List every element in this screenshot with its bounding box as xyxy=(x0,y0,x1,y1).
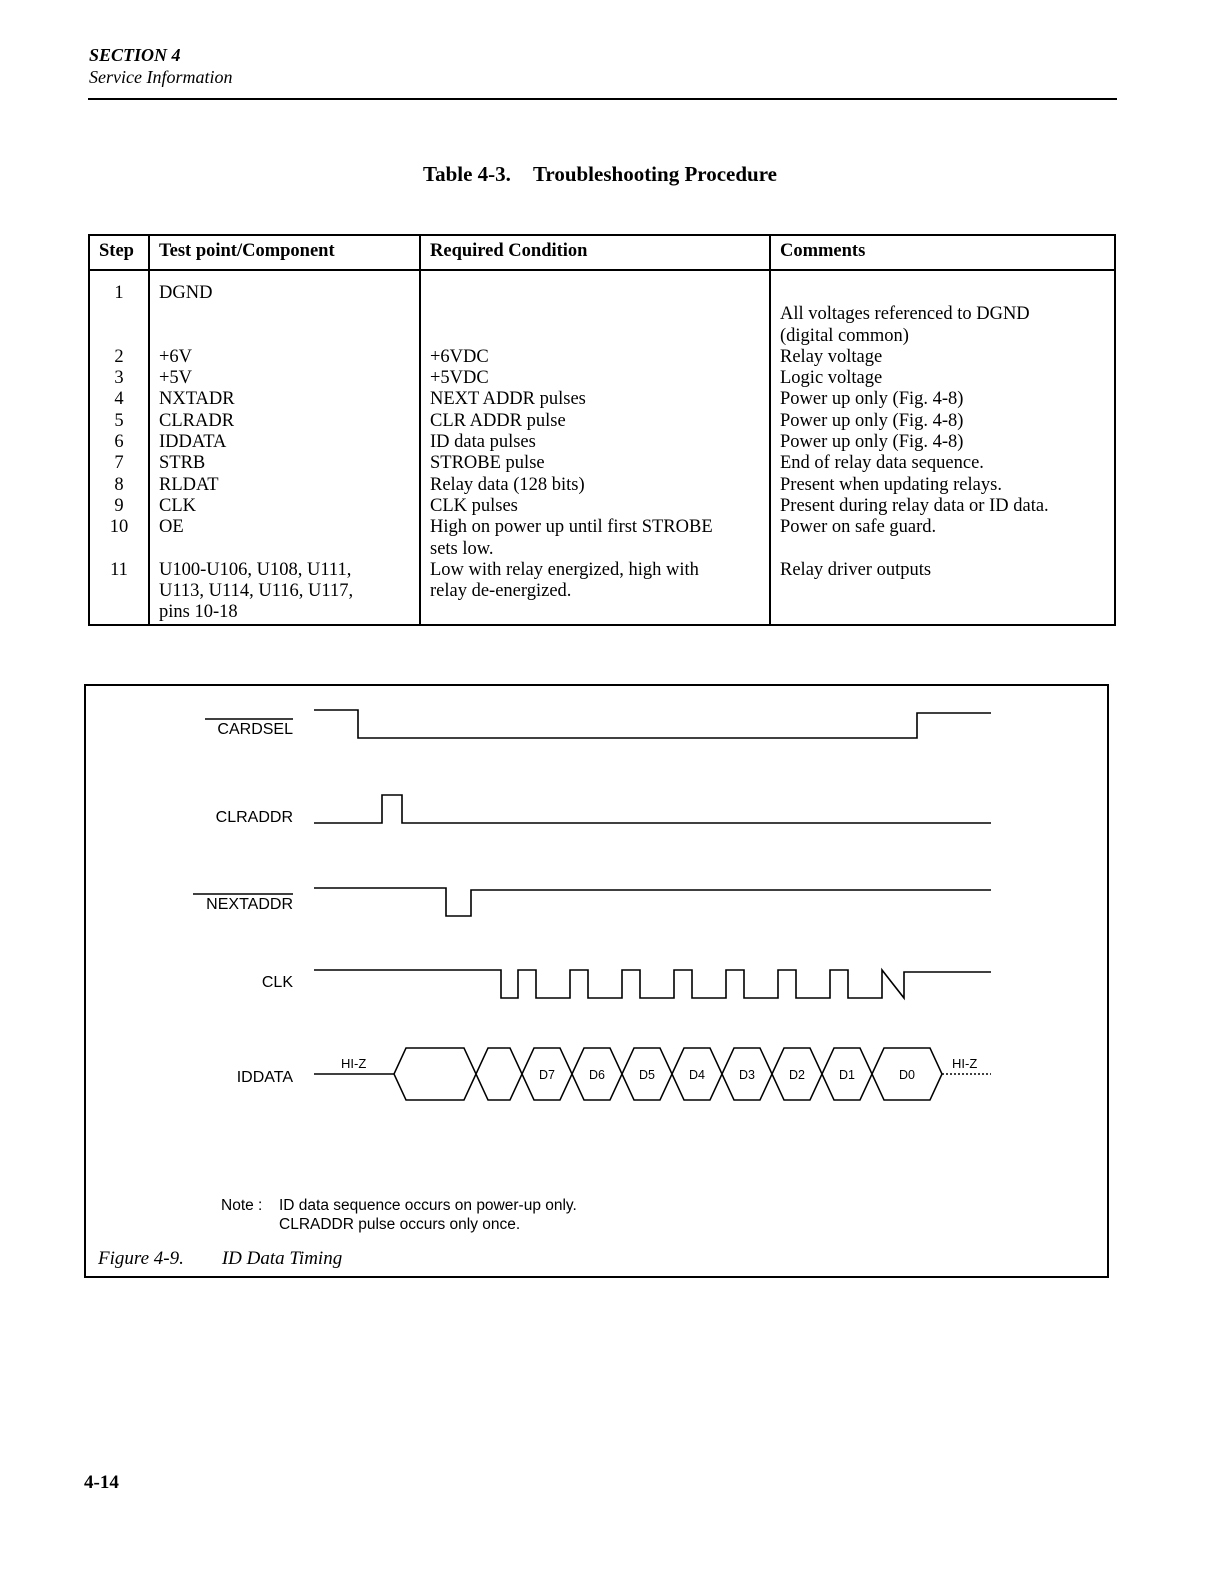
cell-comments xyxy=(770,496,1115,517)
nextaddr-waveform xyxy=(314,888,991,916)
cell-line: All voltages referenced to DGND xyxy=(780,304,1030,325)
cell-step: 7 xyxy=(89,453,149,474)
signal-label: NEXTADDR xyxy=(206,896,293,913)
cell-point xyxy=(149,347,420,368)
cell-line: sets low. xyxy=(430,538,494,559)
cell-condition xyxy=(420,347,770,368)
table-title-text: Troubleshooting Procedure xyxy=(532,162,777,186)
signal-label: CLK xyxy=(261,974,293,991)
data-bit-label: D3 xyxy=(739,1068,755,1082)
data-bit-label: D6 xyxy=(589,1068,605,1082)
figure-caption xyxy=(98,1248,342,1270)
cell-line: +6V xyxy=(159,346,193,367)
table-row xyxy=(89,368,1115,389)
cell-point xyxy=(149,368,420,389)
cell-condition xyxy=(420,475,770,496)
data-bit-label: D7 xyxy=(539,1068,555,1082)
table-row xyxy=(89,411,1115,432)
table-row xyxy=(89,517,1115,560)
header-rule xyxy=(88,98,1117,100)
cell-comments xyxy=(770,560,1115,625)
cell-line: Logic voltage xyxy=(780,368,883,389)
cell-line: High on power up until first STROBE xyxy=(430,517,713,538)
data-bit-label: D0 xyxy=(899,1068,915,1082)
cell-condition xyxy=(420,517,770,560)
cell-line: ID data pulses xyxy=(430,432,536,453)
hiz-label: HI-Z xyxy=(952,1056,978,1071)
cell-comments xyxy=(770,389,1115,410)
table-row xyxy=(89,389,1115,410)
cell-point xyxy=(149,270,420,347)
cell-comments xyxy=(770,270,1115,347)
caption-label: Figure 4-9. xyxy=(98,1248,184,1269)
cell-step: 5 xyxy=(89,411,149,432)
cell-condition xyxy=(420,389,770,410)
cell-comments xyxy=(770,411,1115,432)
cell-step: 2 xyxy=(89,347,149,368)
cell-line: CLK pulses xyxy=(430,495,518,516)
cell-line: Relay voltage xyxy=(780,346,883,367)
signal-label: CLRADDR xyxy=(215,809,293,826)
section-label: SECTION 4 xyxy=(89,45,181,65)
column-header: Comments xyxy=(770,235,1115,270)
cell-condition xyxy=(420,496,770,517)
cell-point xyxy=(149,560,420,625)
note-line: ID data sequence occurs on power-up only. xyxy=(279,1197,577,1214)
iddata-waveform xyxy=(394,1048,942,1100)
cell-line: Power up only (Fig. 4-8) xyxy=(780,389,964,410)
signal-label: IDDATA xyxy=(236,1069,293,1086)
cell-line: +5VDC xyxy=(430,368,489,389)
figure-note xyxy=(221,1196,577,1234)
cell-step: 8 xyxy=(89,475,149,496)
cell-line: U100-U106, U108, U111, xyxy=(159,559,352,580)
cell-condition xyxy=(420,270,770,347)
cell-line: NXTADR xyxy=(159,389,235,410)
column-header: Required Condition xyxy=(420,235,770,270)
cell-condition xyxy=(420,368,770,389)
cell-point xyxy=(149,411,420,432)
page-number: 4-14 xyxy=(84,1472,119,1493)
table-row xyxy=(89,270,1115,347)
cell-step: 9 xyxy=(89,496,149,517)
cell-comments xyxy=(770,432,1115,453)
cell-line: CLRADR xyxy=(159,410,235,431)
cell-line: Present when updating relays. xyxy=(780,474,1002,495)
cell-line: Relay data (128 bits) xyxy=(430,474,585,495)
cell-comments xyxy=(770,517,1115,560)
cell-point xyxy=(149,389,420,410)
data-bit-label: D1 xyxy=(839,1068,855,1082)
data-bit-label: D2 xyxy=(789,1068,805,1082)
data-bit-label: D4 xyxy=(689,1068,705,1082)
cell-condition xyxy=(420,560,770,625)
cell-condition xyxy=(420,411,770,432)
table-label: Table 4-3. xyxy=(423,162,511,186)
column-header: Step xyxy=(89,235,149,270)
cell-line: (digital common) xyxy=(780,325,909,346)
table-row xyxy=(89,432,1115,453)
cell-line: DGND xyxy=(159,283,213,303)
note-label: Note : xyxy=(221,1197,263,1214)
cell-step: 4 xyxy=(89,389,149,410)
cell-point xyxy=(149,432,420,453)
cell-line: Low with relay energized, high with xyxy=(430,559,699,580)
cell-step: 6 xyxy=(89,432,149,453)
troubleshooting-table xyxy=(88,234,1116,626)
cell-line: STRB xyxy=(159,453,206,474)
hiz-label: HI-Z xyxy=(341,1056,367,1071)
caption-title: ID Data Timing xyxy=(221,1248,343,1269)
cell-step: 1 xyxy=(89,270,149,347)
cell-point xyxy=(149,475,420,496)
cell-point xyxy=(149,453,420,474)
cell-line: +6VDC xyxy=(430,346,489,367)
table-row xyxy=(89,453,1115,474)
cell-line: Power on safe guard. xyxy=(780,517,937,538)
cell-step: 11 xyxy=(89,560,149,625)
cell-condition xyxy=(420,432,770,453)
cell-comments xyxy=(770,347,1115,368)
cell-line: U113, U114, U116, U117, xyxy=(159,581,354,602)
table-row xyxy=(89,347,1115,368)
signal-label: CARDSEL xyxy=(217,721,293,738)
cell-line: Present during relay data or ID data. xyxy=(780,495,1049,516)
clk-waveform xyxy=(314,970,991,998)
table-title xyxy=(0,162,1200,187)
timing-diagram xyxy=(86,686,1107,1276)
cell-point xyxy=(149,496,420,517)
cell-line: Power up only (Fig. 4-8) xyxy=(780,432,964,453)
clraddr-waveform xyxy=(314,795,991,823)
cell-line: STROBE pulse xyxy=(430,453,545,474)
table-row xyxy=(89,560,1115,625)
cell-line: End of relay data sequence. xyxy=(780,453,984,474)
page-header xyxy=(89,44,232,88)
cell-line: NEXT ADDR pulses xyxy=(430,389,586,410)
cell-line: CLK xyxy=(159,495,196,516)
cell-line: Relay driver outputs xyxy=(780,559,932,580)
cell-line: OE xyxy=(159,517,184,538)
column-header: Test point/Component xyxy=(149,235,420,270)
table-header-row xyxy=(89,235,1115,270)
cell-line: Power up only (Fig. 4-8) xyxy=(780,410,964,431)
cell-line: IDDATA xyxy=(159,432,227,453)
data-bit-label: D5 xyxy=(639,1068,655,1082)
cell-comments xyxy=(770,475,1115,496)
note-line: CLRADDR pulse occurs only once. xyxy=(279,1216,521,1233)
cell-comments xyxy=(770,368,1115,389)
cell-line xyxy=(780,283,1105,304)
section-subtitle: Service Information xyxy=(89,67,233,87)
cell-condition xyxy=(420,453,770,474)
cardsel-waveform xyxy=(314,710,991,738)
cell-line: +5V xyxy=(159,368,193,389)
cell-line: CLR ADDR pulse xyxy=(430,410,566,431)
cell-line: pins 10-18 xyxy=(159,602,238,623)
cell-step: 10 xyxy=(89,517,149,560)
cell-step: 3 xyxy=(89,368,149,389)
cell-line: RLDAT xyxy=(159,474,219,495)
cell-point xyxy=(149,517,420,560)
cell-comments xyxy=(770,453,1115,474)
table-row xyxy=(89,496,1115,517)
table-row xyxy=(89,475,1115,496)
timing-figure xyxy=(84,684,1109,1278)
cell-line: relay de-energized. xyxy=(430,581,572,602)
